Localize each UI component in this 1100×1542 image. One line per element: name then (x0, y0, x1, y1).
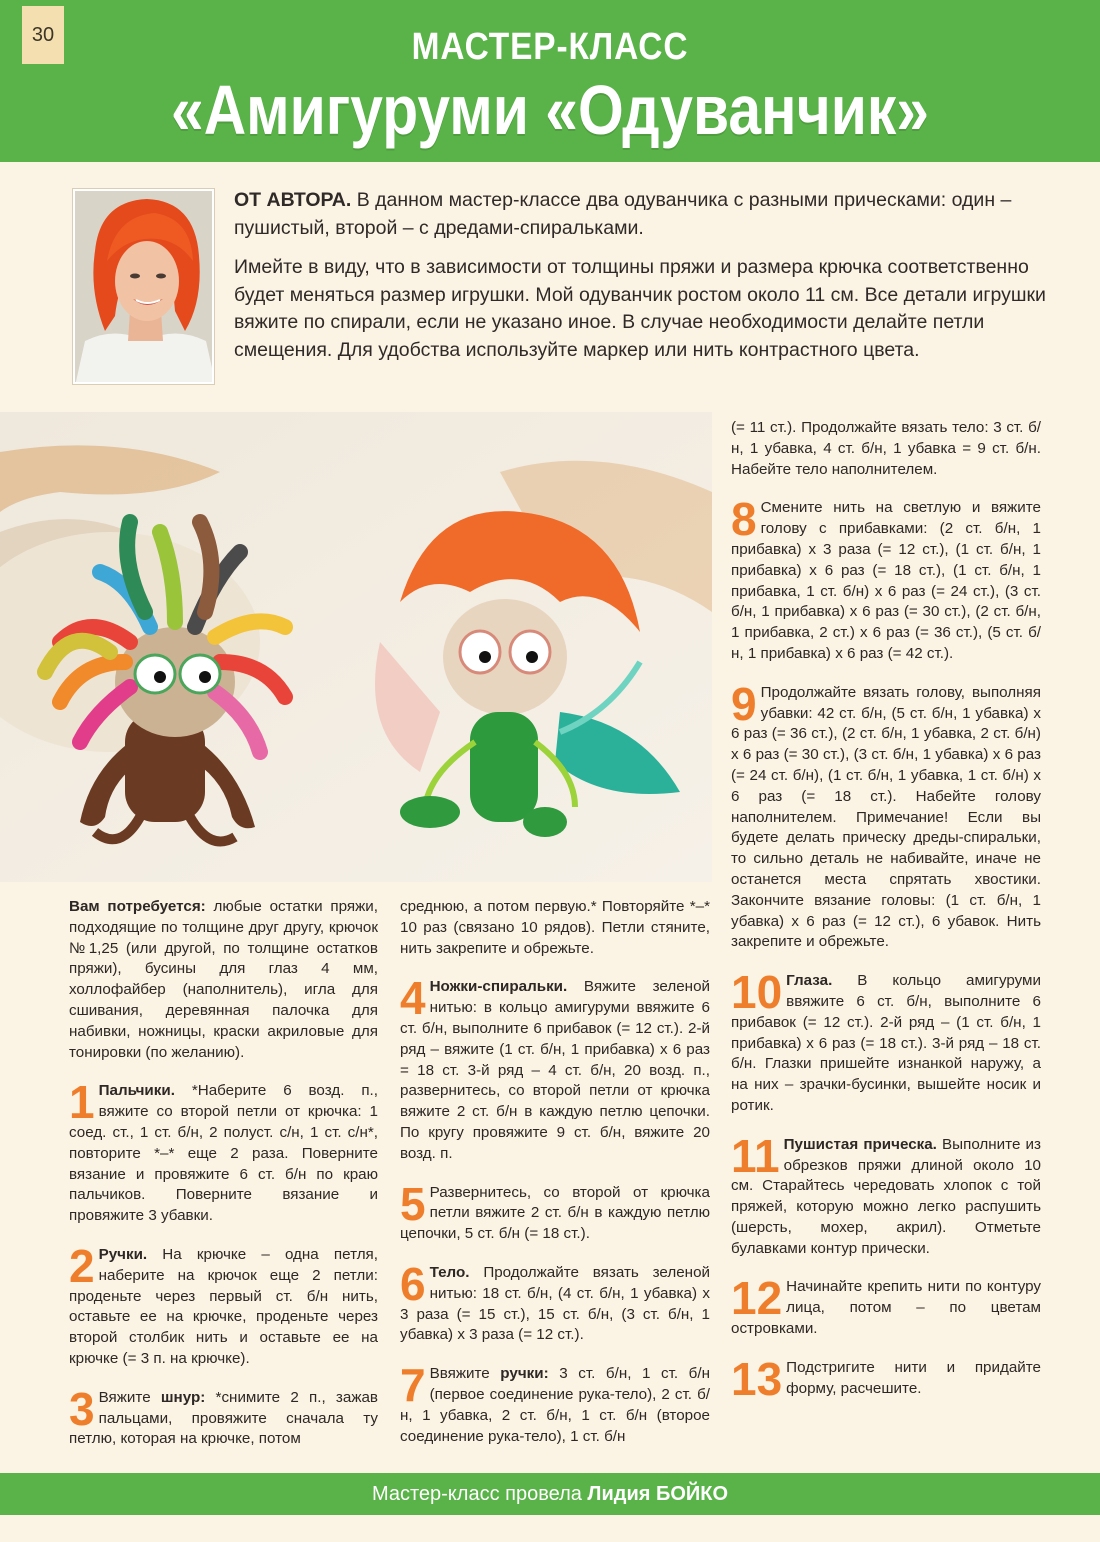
step-3 (69, 1382, 378, 1450)
footer-author: Лидия БОЙКО (587, 1483, 729, 1505)
step-text: Вяжите зеленой нитью: в кольцо амигуруми ввяжите 6 ст. б/н, выполните 6 прибавок (= 12 ст.). 2-й ряд – вяжите (1 ст. б/н, 1 прибавка) х 6 раз = 18 ст. 3-й ряд – 4 ст. б/н, 20 возд. п., развернитесь, со второй петли от крючка вяжите 2 ст. б/н в каждую петлю цепочки. По кругу провяжите 9 ст. б/н, вяжите 20 возд. п. (400, 978, 710, 1162)
materials-paragraph (69, 897, 378, 1063)
step-text: *снимите 2 п., зажав пальцами, провяжите сначала ту петлю, которая на крючке, потом (69, 1388, 378, 1448)
intro-paragraph: Имейте в виду, что в зависимости от толщины пряжи и размера крючка соответственно будет меняться размер игрушки. Мой одуванчик ростом около 11 см. Все детали игрушки вяжите по спирали, если не указано иное. В случае необходимости делайте петли смещения. Для удобства используйте маркер или нить контрастного цвета. (234, 256, 1046, 361)
step-11 (731, 1129, 1041, 1260)
step-9 (731, 677, 1041, 953)
step-text: Продолжайте вязать голову, выполняя убавки: 42 ст. б/н, (5 ст. б/н, 1 убавка) х 6 раз (= 36 ст.), (2 ст. б/н, 1 убавка, 2 ст. б/н) х 6 раз (= 30 ст.), (3 ст. б/н, 1 убавка) х 6 раз (= 24 ст. б/н), (1 ст. б/н, 1 убавка, 1 ст. б/н) х 6 раз (= 18 ст.). Набейте голову наполнителем. Примечание! Если вы будете делать прическу дреды-спиральки, то сильно деталь не набивайте, иначе не останется места спрятать хвостики. Закончите вязание головы: (1 ст. б/н, 1 убавка) х 6 раз (= 12 ст.), 6 убавок. Нить закрепите и обрежьте. (731, 683, 1041, 951)
step-number: 12 (731, 1272, 783, 1325)
materials-text: любые остатки пряжи, подходящие по толщине друг другу, крючок №1,25 (или другой, по толщине остатков пряжи), бусины для глаз 4 мм, холлофайбер (наполнитель), игла для сшивания, деревянная палочка для набивки, ножницы, краски акриловые для тонировки (по желанию). (69, 898, 378, 1061)
step-text: На крючке – одна петля, наберите на крючок еще 2 петли: проденьте через первый ст. б/н нить, оставьте ее на крючке, проденьте через второй столбик нить и оставьте ее на крючке (= 3 п. на крючке). (69, 1245, 378, 1367)
step-3-continued: среднюю, а потом первую.* Повторяйте *–* 10 раз (связано 10 рядов). Петли стяните, нить закрепите и обрежьте. (400, 898, 710, 957)
step-4 (400, 972, 710, 1164)
column-2 (400, 897, 710, 1465)
step-5 (400, 1177, 710, 1245)
materials-label: Вам потребуется: (69, 898, 206, 915)
step-number: 2 (69, 1239, 95, 1292)
step-pre: Вяжите (98, 1388, 161, 1406)
step-text: Продолжайте вязать зеленой нитью: 18 ст. б/н, (4 ст. б/н, 1 убавка) х 3 раза (= 15 ст.), 15 ст. б/н, (3 ст. б/н, 1 убавка) х 3 раза (= 12 ст.). (400, 1263, 710, 1344)
step-number: 13 (731, 1352, 783, 1405)
step-number: 5 (400, 1177, 426, 1230)
page-number: 30 (22, 6, 64, 64)
intro-lead-label: ОТ АВТОРА. (234, 189, 352, 211)
step-pre: Ввяжите (429, 1365, 501, 1383)
step-title: Глаза. (786, 972, 833, 990)
step-number: 10 (731, 966, 783, 1019)
author-photo (73, 189, 214, 384)
step-13 (731, 1352, 1041, 1405)
step-title: Ручки. (98, 1245, 148, 1263)
step-title: Ножки-спиральки. (429, 978, 568, 996)
step-8 (731, 493, 1041, 664)
step-text: Начинайте крепить нити по контуру лица, потом – по цветам островками. (731, 1278, 1041, 1338)
step-text: Подстригите нити и придайте форму, расчешите. (786, 1358, 1041, 1397)
step-title: Тело. (429, 1263, 470, 1281)
step-6 (400, 1257, 710, 1346)
amigurumi-photo-image (0, 412, 712, 882)
step-text: В кольцо амигуруми ввяжите 6 ст. б/н, выполните 6 прибавок (= 12 ст.). 2-й ряд – (1 ст. б/н, 1 прибавка) х 6 раз (= 18 ст.). 3-й ряд – 18 ст. б/н. Глазки пришейте изнанкой наружу, а на них – зрачки-бусинки, вышейте носик и ротик. (731, 972, 1041, 1114)
step-number: 1 (69, 1076, 95, 1129)
step-text: Выполните из обрезков пряжи длиной около 10 см. Старайтесь чередовать хлопок с той пряжей, которую можно легко распушить (шерсть, мохер, акрил). Отметьте булавками контур прически. (731, 1135, 1041, 1257)
step-text: *Наберите 6 возд. п., вяжите со второй петли от крючка: 1 соед. ст., 1 ст. б/н, 2 полуст. с/н, 1 ст. с/н*, повторите *–* еще 2 раза. Поверните вязание и провяжите 6 ст. б/н по краю пальчиков. Поверните вязание и провяжите 3 убавки. (69, 1082, 378, 1225)
author-portrait-image (75, 191, 214, 384)
step-number: 8 (731, 493, 757, 546)
step-2 (69, 1239, 378, 1370)
step-12 (731, 1272, 1041, 1339)
step-title: Пальчики. (98, 1082, 175, 1100)
header-band (0, 0, 1100, 162)
intro-text (234, 187, 1054, 376)
footer-prefix: Мастер-класс провела (371, 1483, 588, 1505)
step-number: 6 (400, 1257, 426, 1310)
step-title: шнур: (160, 1388, 206, 1406)
step-number: 11 (731, 1129, 780, 1182)
step-number: 7 (400, 1359, 426, 1412)
footer-credit (0, 1473, 1100, 1515)
page-title: «Амигуруми «Одуванчик» (170, 71, 929, 149)
intro-lead-text: В данном мастер-классе два одуванчика с разными прическами: один – пушистый, второй – с дредами-спиральками. (234, 189, 1012, 239)
step-number: 9 (731, 677, 757, 730)
step-text: 3 ст. б/н, 1 ст. б/н (первое соединение рука-тело), 2 ст. б/н, 1 убавка, 2 ст. б/н, 1 ст. б/н (второе соединение рука-тело), 1 ст. б/н (400, 1365, 710, 1445)
step-title: ручки: (500, 1365, 549, 1383)
step-7 (400, 1359, 710, 1447)
kicker-title: МАСТЕР-КЛАСС (411, 26, 689, 68)
step-number: 4 (400, 972, 426, 1025)
column-1 (69, 897, 378, 1468)
step-text: Смените нить на светлую и вяжите голову с прибавками: (2 ст. б/н, 1 прибавка) х 3 раза (= 12 ст.), (1 ст. б/н, 1 прибавка) х 6 раз (= 18 ст.), (1 ст. б/н, 1 прибавка, 1 ст. б/н) х 6 раз (= 24 ст.), (3 ст. б/н, 1 прибавка) х 6 раз (= 30 ст.), (2 ст. б/н, 1 прибавка, 2 ст.) х 6 раз (= 36 ст.), (5 ст. б/н, 1 прибавка) х 6 раз (= 42 ст.). (731, 499, 1041, 662)
column-3 (731, 418, 1041, 1417)
step-text: Развернитесь, со второй от крючка петли вяжите 2 ст. б/н в каждую петлю цепочки, 5 ст. б/н (= 18 ст.). (400, 1183, 710, 1243)
intro-lead (234, 187, 1054, 242)
step-7-continued: (= 11 ст.). Продолжайте вязать тело: 3 ст. б/н, 1 убавка, 4 ст. б/н, 1 убавка = 9 ст. б/н. Набейте тело наполнителем. (731, 419, 1041, 478)
step-10 (731, 966, 1041, 1117)
step-number: 3 (69, 1382, 95, 1435)
step-1 (69, 1076, 378, 1227)
toys-photo (0, 412, 712, 882)
step-title: Пушистая прическа. (783, 1135, 937, 1153)
